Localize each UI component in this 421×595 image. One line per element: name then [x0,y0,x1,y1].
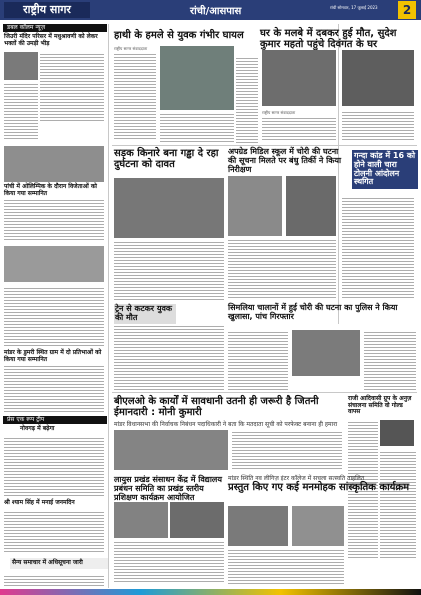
footer-color-strip [0,589,421,595]
headline-pothole: सड़क किनारे बना गड्ढा दे रहा दुर्घटना को दावत [114,148,219,170]
story-text [236,56,258,144]
subheadline-blo: मांडर विधानसभा की निर्वाचक निबंधन पदाधिकारी ने बता कि मतदाता सूची को परफेक्ट बनाना ही हमारा [114,421,338,428]
portrait-photo [380,420,414,446]
story-text [114,540,224,584]
story-text [4,574,104,586]
story-headline: जिउरी मंदिर परिसर में मधुश्रावणी को लेकर भक्तों की उमड़ी भीड़ [4,33,98,47]
headline-house-collapse: घर के मलबे में दबकर हुई मौत, सुदेश कुमार महतो पहुंचे दिवंगत के घर [260,28,397,50]
story-photo [4,146,104,182]
story-text [4,436,104,496]
story-text [342,196,414,300]
byline: राष्ट्रीय सागर संवाददाता [262,110,296,115]
issue-date: रांची सोमवार, 17 जुलाई 2023 [330,5,378,10]
headline-elephant: हाथी के हमले से युवक गंभीर घायल [114,30,244,41]
story-text [114,324,224,390]
story-text [228,548,344,584]
story-photo [160,46,234,110]
column-divider [108,24,109,588]
story-photo [292,330,360,376]
story-photo [4,246,104,282]
story-text [4,286,104,346]
story-photo [4,52,38,80]
headline-train: ट्रेन से कटकर युवक की मौत [114,304,176,324]
headline-blo: बीएलओ के कार्यों में सावधानी उतनी ही जरूरी है जितनी ईमानदारी : मोनी कुमारी [114,396,319,418]
story-photo [114,502,168,538]
story-text [114,240,224,300]
page-number: 2 [398,1,416,19]
story-text [4,198,104,242]
story-headline: मांडर के डुमरी स्थित ग्राम में दो प्रतिभाओं को किया गया सम्मानित [4,349,102,363]
story-text [160,112,234,142]
section-rule [112,392,417,393]
story-photo [262,50,336,106]
story-text [232,430,342,470]
story-headline: श्री श्याम सिंह में मनाई जनमदिन [4,499,75,506]
story-text [4,82,38,140]
story-photo [228,506,288,546]
story-text [228,238,336,300]
section-bar: प्रेस एक रूप ट्रीप [3,416,107,424]
story-text [4,364,104,412]
story-photo [286,176,336,236]
story-text [262,116,336,142]
paper-logo: राष्ट्रीय सागर [4,2,90,18]
story-text [228,330,288,390]
headline-school-theft: अपग्रेड मिडिल स्कूल में चोरी की घटना की सूचना मिलते पर बंधु तिर्की ने किया निरीक्षण [228,147,342,174]
story-text [114,52,156,140]
story-text [342,110,414,142]
story-photo [114,178,224,238]
headline-cultural: प्रस्तुत किए गए कई मनमोहक सांस्कृतिक कार्यक्रम [228,482,410,493]
story-text [40,52,104,122]
subheadline-college: मांडर स्थिति नव लीगिज़ इंटर कॉलेज में सचला सत्स्वति ताहलित [228,475,365,482]
headline-training: लायुस प्रखंड संसाधन केंद्र में विद्यालय प्रबंधन समिति का प्रखंड स्तरीय प्रशिक्षण कार्यक्रम आयोजित [114,475,222,502]
boxed-headline: सैन्य समाचार में अधिसूचना जारी [10,558,108,569]
story-headline: पांची में ओलिम्पिक के दौरान विजेताओं को किया गया सम्मानित [4,183,97,197]
story-photo [114,430,228,470]
section-bar: डबल कॉलम न्यूज़ [3,24,107,32]
story-photo [292,506,344,546]
byline: राष्ट्रीय सागर संवाददाता [114,46,148,51]
headline-fodder-protest: गन्दा कांड में 16 को होने वाली चारा टोलनी आंदोलन स्थगित [352,150,418,189]
headline-theft-solved: सिमलिया चालानों में हुई चोरी की घटना का पुलिस ने किया खुलासा, पांच गिरफ्तार [228,303,398,321]
story-text [4,510,104,554]
story-text [380,450,416,560]
story-photo [228,176,282,236]
story-headline: नोवगढ़ में बढ़ेगा [20,425,55,432]
headline-tribal-group: राजी आदिवासी ग्रुप के अनुज़ संचालना समिति वो गोल्ड वापस [348,395,412,416]
section-rule [112,145,417,146]
story-photo [170,502,224,538]
section-title: रांची/आसपास [190,6,242,17]
story-text [364,330,416,390]
story-photo [342,50,414,106]
